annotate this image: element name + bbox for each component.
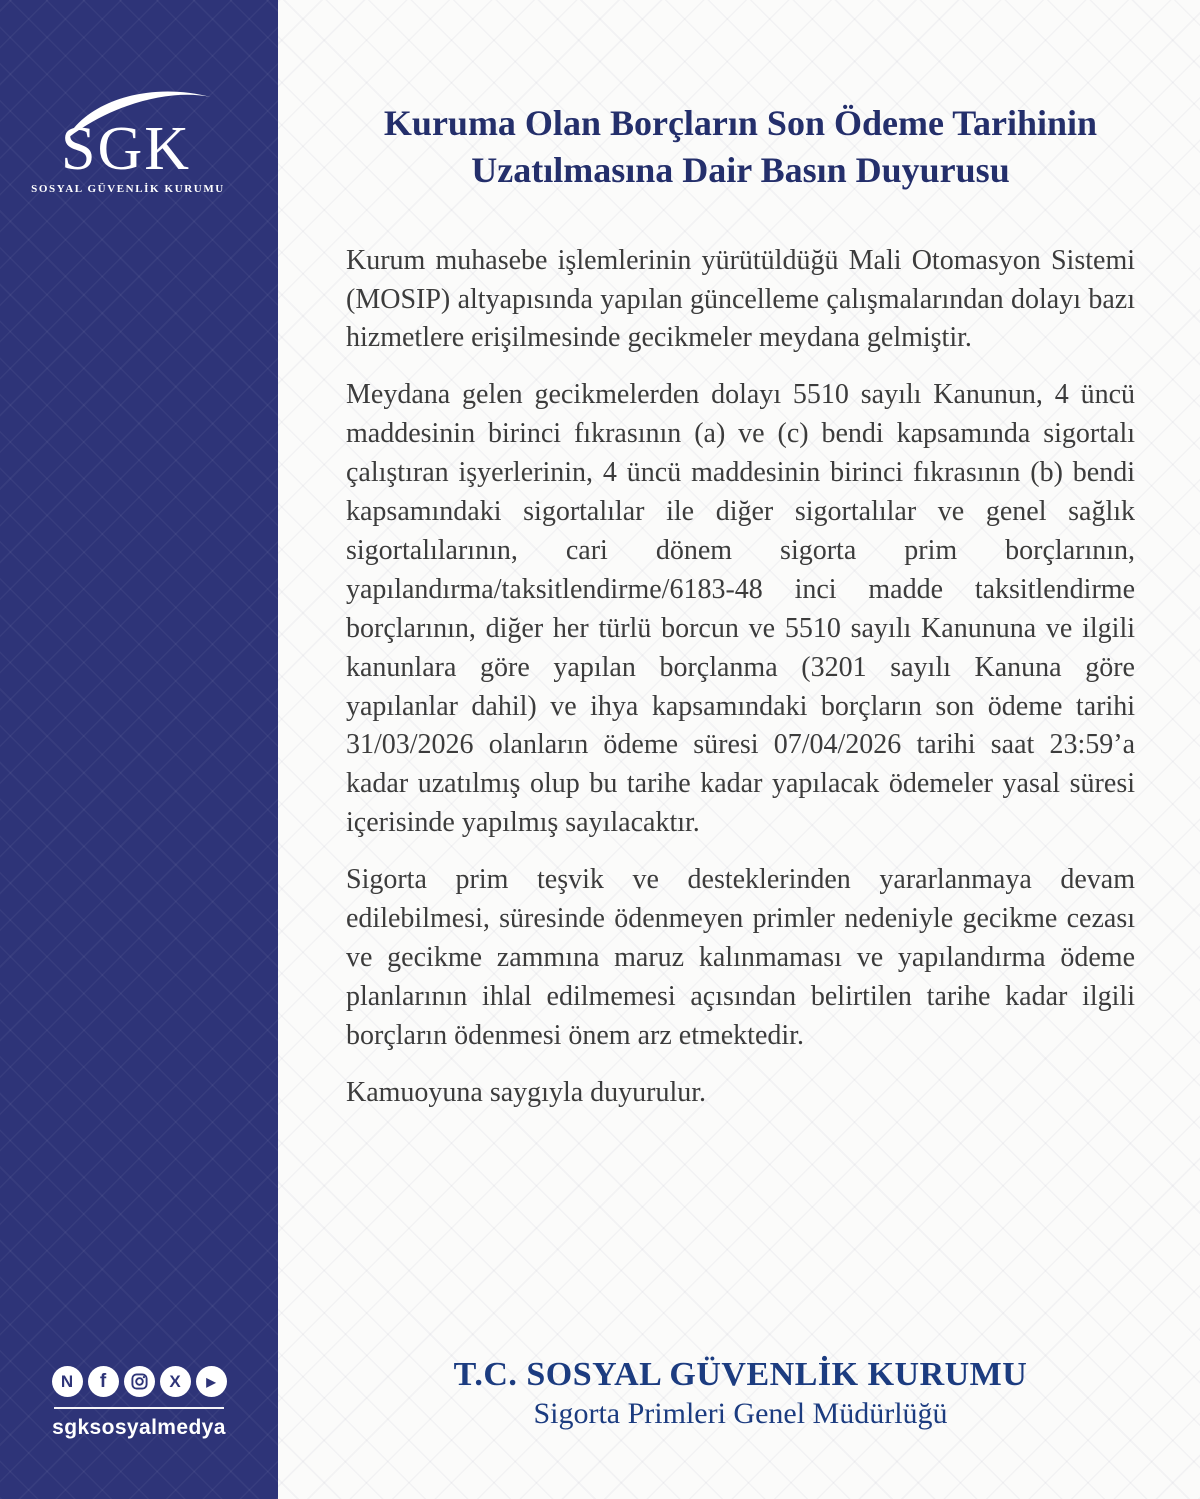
social-icons-row — [0, 1366, 278, 1397]
youtube-icon: ▶ — [196, 1366, 227, 1397]
nsosyal-icon: N — [52, 1366, 83, 1397]
facebook-icon: f — [88, 1366, 119, 1397]
social-handle-text: sgksosyalmedya — [52, 1416, 226, 1439]
announcement-body — [346, 242, 1135, 1113]
social-divider — [54, 1407, 224, 1409]
paragraph-importance: Sigorta prim teşvik ve desteklerinden yararlanmaya devam edilebilmesi, süresinde ödenmeyen primler nedeniyle gecikme cezası ve gecikme zammına maruz kalınmaması ve yapılandırma ödeme planlarının ihlal edilmemesi açısından belirtilen tarihe kadar ilgili borçların ödenmesi önem arz etmektedir. — [346, 864, 1135, 1051]
x-icon: X — [160, 1366, 191, 1397]
sgk-logo — [0, 86, 278, 195]
page-title: Kuruma Olan Borçların Son Ödeme Tarihinin Uzatılmasına Dair Basın Duyurusu — [383, 103, 1098, 190]
sgk-logo-text: SGK — [60, 115, 192, 183]
paragraph-extension-details: Meydana gelen gecikmelerden dolayı 5510 sayılı Kanunun, 4 üncü maddesinin birinci fıkrasının (a) ve (c) bendi kapsamında sigortalı çalıştıran işyerlerinin, 4 üncü maddesinin birinci fıkrasının (b) bendi kapsamındaki sigortalılar ile diğer sigortalılar ve genel sağlık sigortalılarının, cari dönem sigorta prim borçlarının, yapılandırma/taksitlendirme/6183-48 inci madde taksitlendirme borçlarının, diğer her türlü borcun ve 5510 sayılı Kanununa ve ilgili kanunlara göre yapılan borçlanma (3201 sayılı Kanuna göre yapılanlar dahil) ve ihya kapsamındaki borçların son ödeme tarihi 31/03/2026 olanların ödeme süresi 07/04/2026 tarihi saat 23:59’a kadar uzatılmış olup bu tarihe kadar yapılacak ödemeler yasal süresi içerisinde yapılmış sayılacaktır. — [346, 379, 1135, 839]
sgk-logo-subtext: SOSYAL GÜVENLİK KURUMU — [31, 183, 225, 195]
paragraph-intro: Kurum muhasebe işlemlerinin yürütüldüğü Mali Otomasyon Sistemi (MOSIP) altyapısında yapılan güncelleme çalışmalarından dolayı bazı hizmetlere erişilmesinde gecikmeler meydana gelmiştir. — [346, 244, 1135, 354]
signature-block — [346, 1356, 1135, 1431]
instagram-icon — [124, 1366, 155, 1397]
sidebar-brand-panel — [0, 0, 278, 1499]
social-media-block — [0, 1366, 278, 1440]
paragraph-closing: Kamuoyuna saygıyla duyurulur. — [346, 1076, 707, 1108]
directorate-name: Sigorta Primleri Genel Müdürlüğü — [533, 1397, 948, 1430]
institution-name: T.C. SOSYAL GÜVENLİK KURUMU — [453, 1356, 1028, 1393]
announcement-content — [278, 0, 1200, 1499]
